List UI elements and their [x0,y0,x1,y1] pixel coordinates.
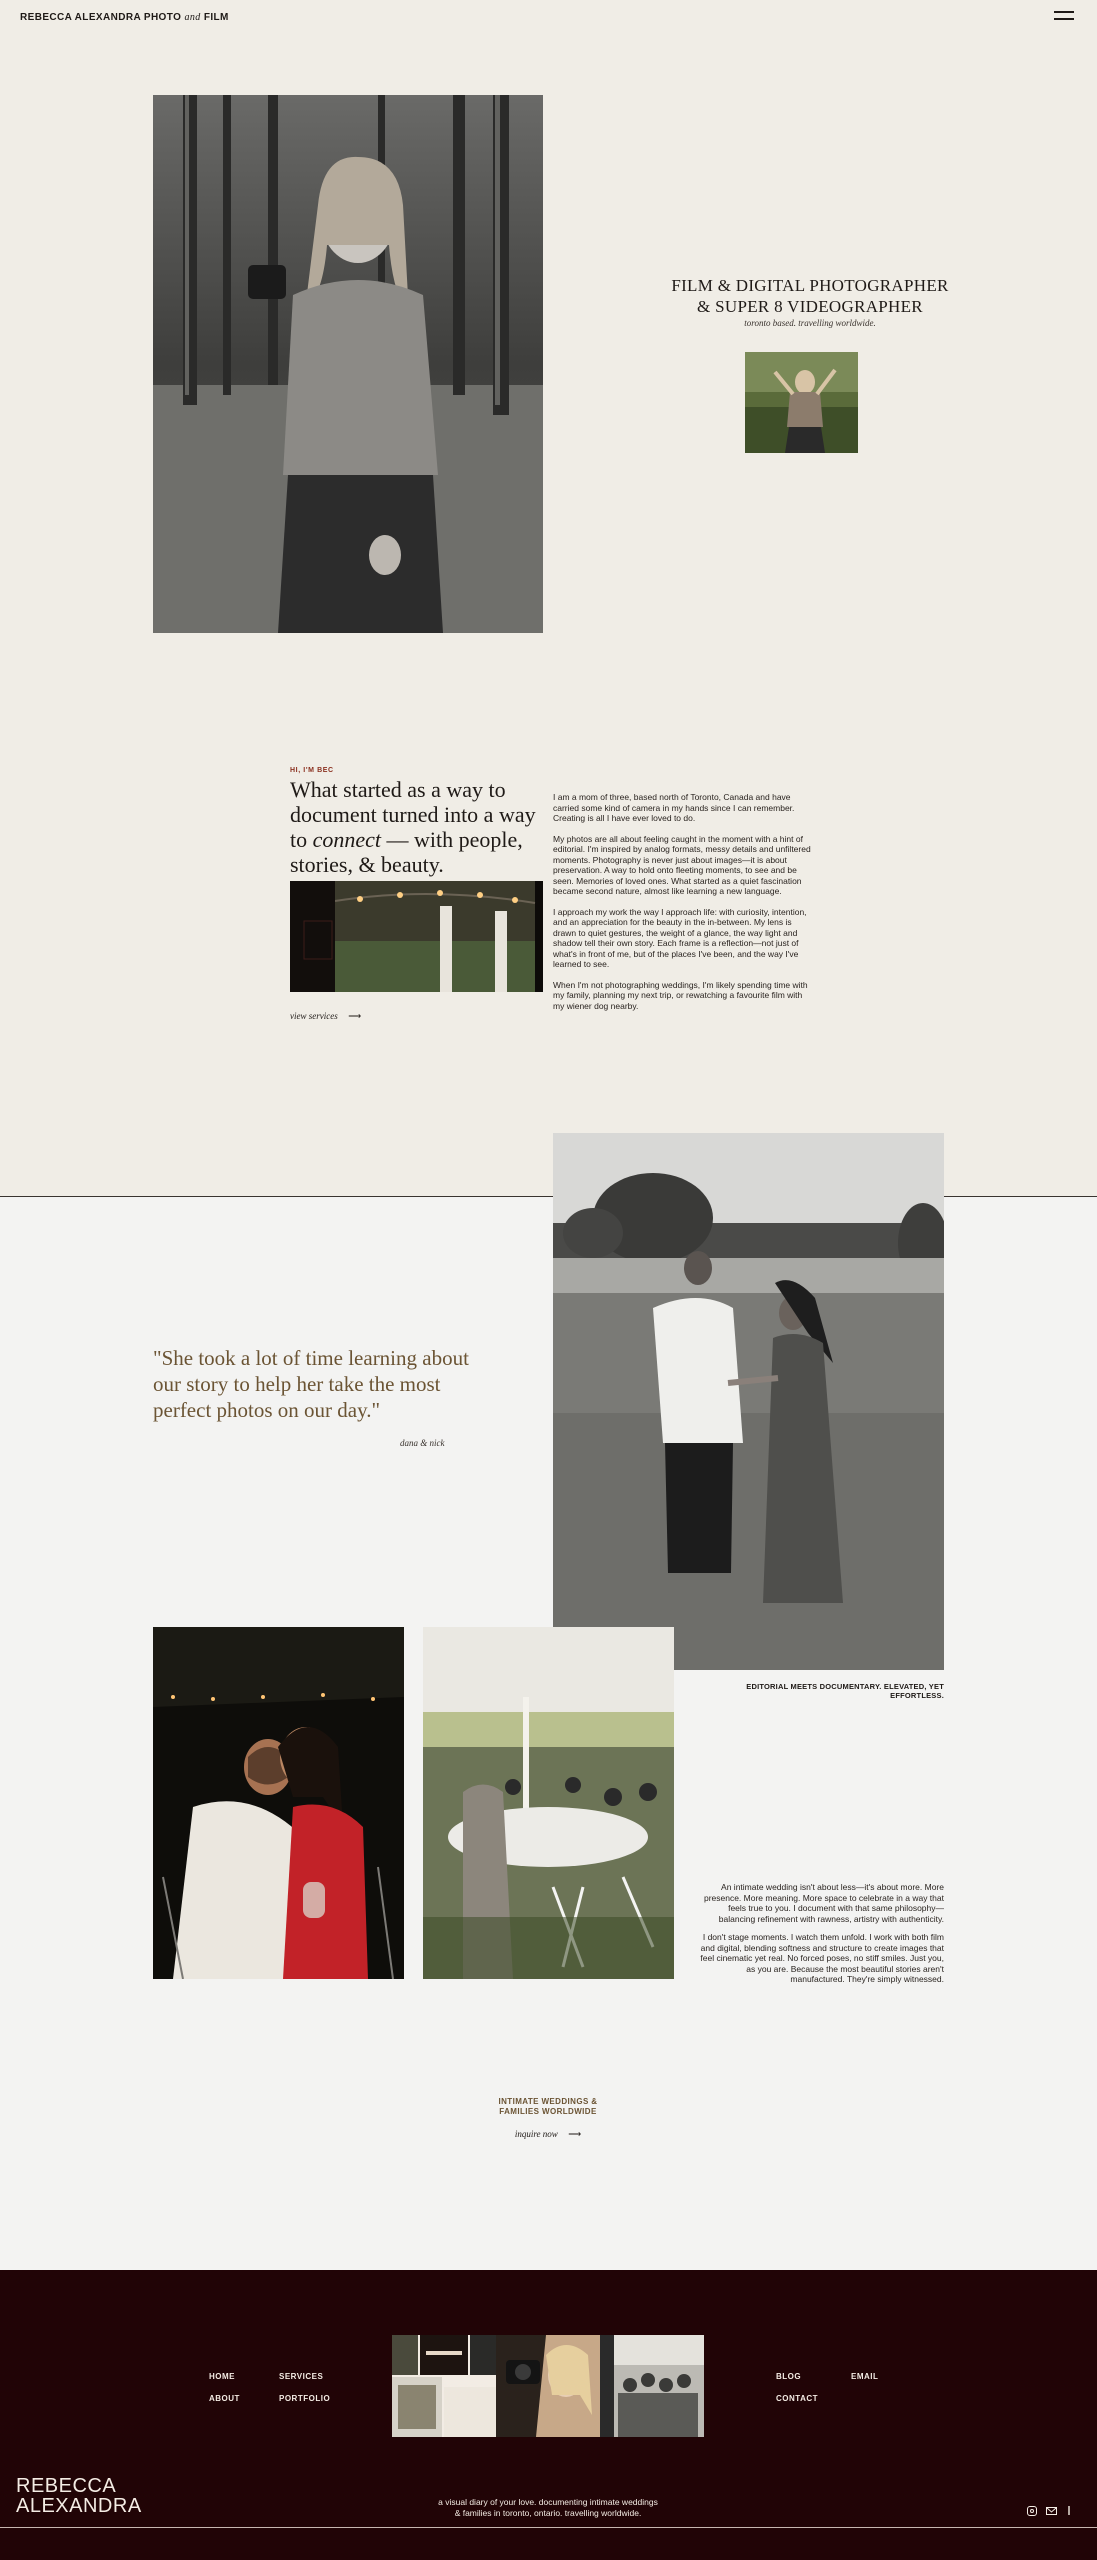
brand-logo[interactable] [20,12,229,23]
dot-icon [1068,2506,1070,2515]
editorial-paragraph: I don't stage moments. I watch them unfold. I work with both film and digital, blending softness and structure to create images that feel cinematic yet real. No forced poses, no stiff smiles. Just you, as you are. Because the most beautiful stories aren't manufactured. They're simply witnessed. [700,1932,944,1984]
footer-nav-services[interactable]: SERVICES [279,2372,324,2381]
footer-logo-line1: REBECCA [16,2475,117,2497]
brand-film: FILM [203,12,229,23]
about-string-lights-photo [290,881,543,992]
about-heading [290,777,550,877]
footer-tagline-line1: a visual diary of your love. documenting intimate weddings [438,2497,658,2507]
couple-red-dress-photo [153,1627,404,1979]
footer-gallery-portrait[interactable] [496,2335,600,2437]
about-body [553,792,813,1011]
footer-gallery-collage[interactable] [392,2335,496,2437]
hero-subtitle: toronto based. travelling worldwide. [744,318,876,328]
footer-logo-line2: ALEXANDRA [16,2495,142,2517]
footer-tagline-line2: & families in toronto, ontario. travelling worldwide. [454,2507,642,2518]
about-eyebrow: HI, I'M BEC [290,767,334,774]
hero-portrait-photo [153,95,543,633]
cta-line2: FAMILIES WORLDWIDE [499,2107,597,2116]
about-paragraph: I am a mom of three, based north of Toronto, Canada and have carried some kind of camera in my hands since I can remember. Creating is all I have ever loved to do. [553,792,795,823]
footer-nav-about[interactable]: ABOUT [209,2394,240,2403]
arrow-right-icon: ⟶ [568,2129,582,2139]
footer-bottom-rule [0,2527,1097,2528]
about-heading-pre: What started as a way to document turned into a way to [290,777,536,852]
footer-nav-portfolio[interactable]: PORTFOLIO [279,2394,331,2403]
inquire-now-link[interactable] [398,2124,698,2142]
footer-nav-email[interactable]: EMAIL [851,2372,879,2381]
about-paragraph: I approach my work the way I approach life: with curiosity, intention, and an appreciation for the beauty in the in-between. My lens is drawn to quiet gestures, the weight of a glance, the way light and shadow tell their own story. Each frame is a reflection—not just of what's in front of me, but of the places I've been, and the way I've learned to see. [553,906,807,969]
reception-tent-photo [423,1627,674,1979]
editorial-body [693,1882,944,1985]
hero-small-photo [745,352,858,453]
cta-line1: INTIMATE WEDDINGS & [498,2097,598,2106]
footer-gallery-group-photo[interactable] [600,2335,704,2437]
email-icon[interactable] [1046,2507,1057,2515]
footer-nav-home[interactable]: HOME [209,2372,235,2381]
about-paragraph: My photos are all about feeling caught in the moment with a hint of editorial. I'm inspired by analog formats, messy details and unfiltered moments. Photography is never just about images—it is about preservation. A way to hold onto fleeting moments, to see and be seen. Memories of loved ones. What started as a quiet fascination became second nature, almost like learning a new language. [553,833,811,896]
view-services-link[interactable] [290,1006,361,1024]
arrow-right-icon: ⟶ [348,1011,362,1021]
footer-logo[interactable] [16,2476,142,2516]
hero-title-line1: FILM & DIGITAL PHOTOGRAPHER [671,276,949,295]
hero-title-line2: & SUPER 8 VIDEOGRAPHER [697,297,923,316]
testimonial-author: dana & nick [400,1438,445,1448]
hamburger-menu-icon[interactable] [1052,8,1076,22]
about-paragraph: When I'm not photographing weddings, I'm likely spending time with my family, planning my next trip, or rewatching a favourite film with my wiener dog nearby. [553,979,808,1011]
editorial-paragraph: An intimate wedding isn't about less—it's about more. More presence. More meaning. More space to celebrate in a way that feels true to you. I document with that same philosophy—balancing refinement with rawness, artistry with authenticity. [703,1882,944,1924]
brand-amp: and [184,12,201,23]
footer-nav-contact[interactable]: CONTACT [776,2394,819,2403]
about-heading-post: — with people, stories, & beauty. [290,827,523,877]
about-heading-em: connect [312,827,382,852]
editorial-tagline: EDITORIAL MEETS DOCUMENTARY. ELEVATED, YET EFFORTLESS. [746,1682,944,1700]
couple-field-photo [553,1133,944,1670]
instagram-icon[interactable] [1027,2506,1037,2516]
footer-nav-blog[interactable]: BLOG [776,2372,802,2381]
inquire-now-label: inquire now [514,2129,558,2139]
testimonial-quote: "She took a lot of time learning about our story to help her take the most perfect photos on our day." [153,1346,469,1422]
brand-name: REBECCA ALEXANDRA PHOTO [20,12,182,23]
view-services-label: view services [290,1011,338,1021]
